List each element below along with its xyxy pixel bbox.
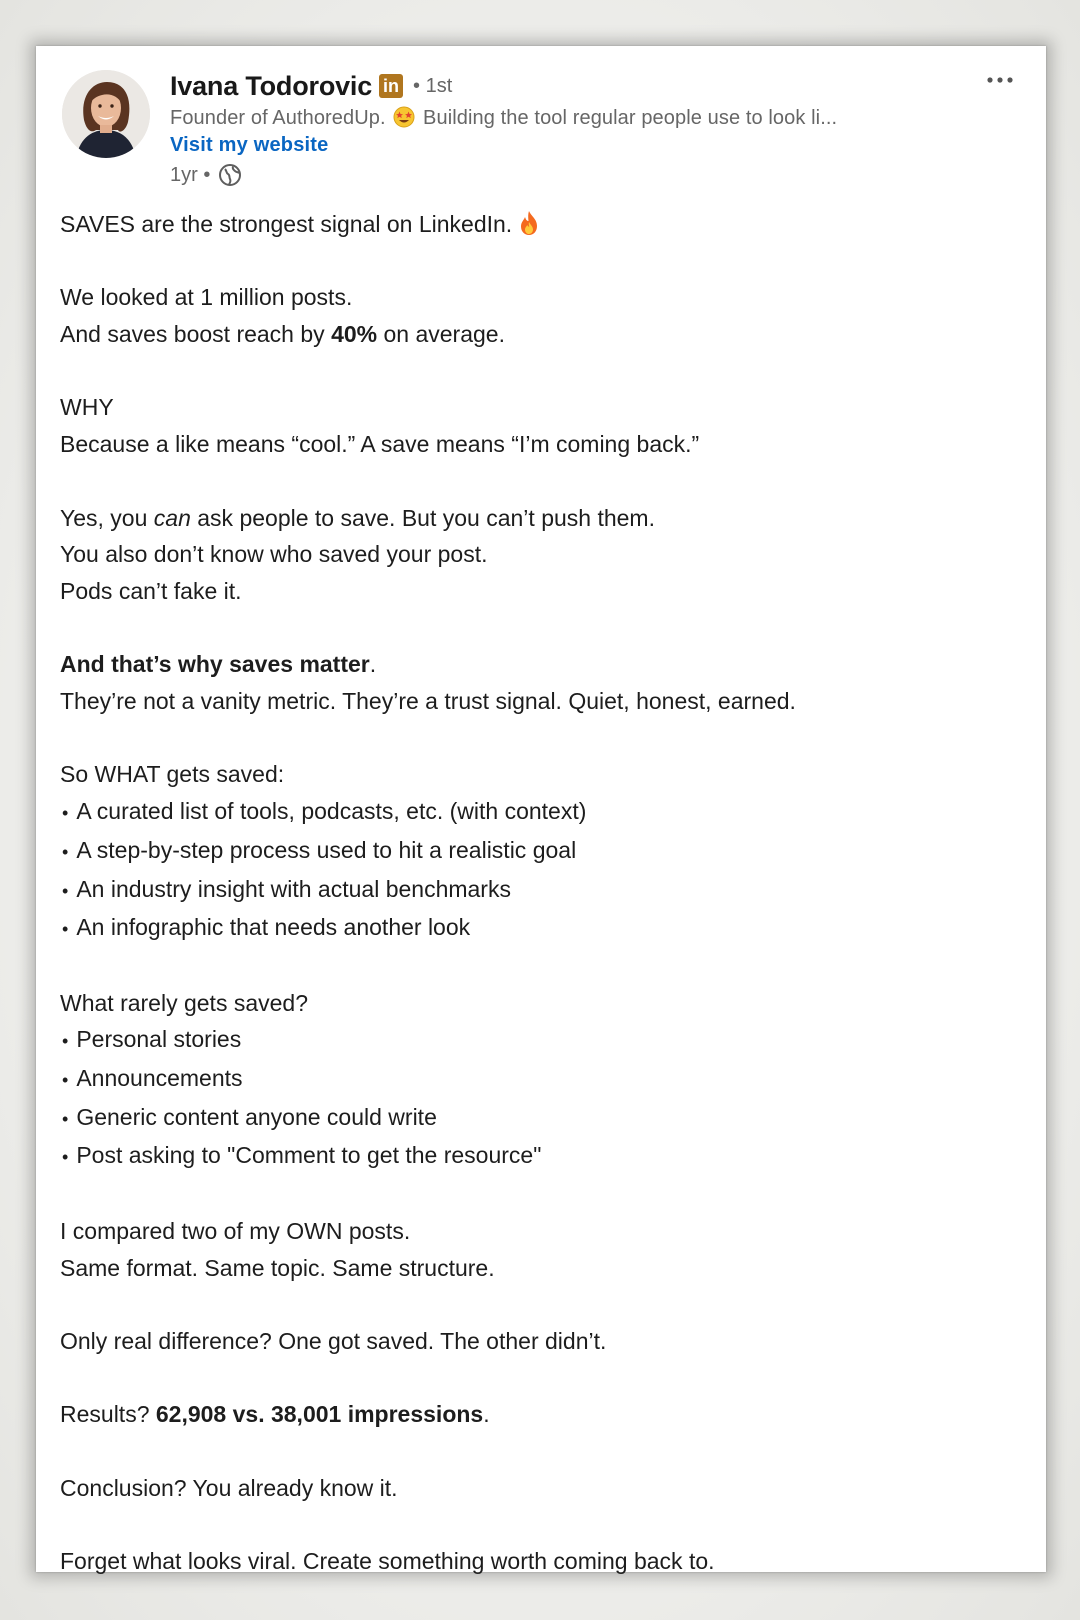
post-line: WHY [60,394,114,421]
post-line: They’re not a vanity metric. They’re a trust signal. Quiet, honest, earned. [60,688,796,715]
list-item: • An infographic that needs another look [60,909,1000,948]
post-text: Results? [60,1401,156,1428]
author-name[interactable]: Ivana Todorovic [170,70,373,101]
post-line: I compared two of my OWN posts. [60,1217,411,1244]
headline-part-1: Founder of AuthoredUp. [170,107,386,129]
post-header [170,68,970,187]
post-line: What rarely gets saved? [60,989,309,1016]
post-line: Because a like means “cool.” A save means “I’m coming back.” [60,431,700,458]
list-item: • Generic content anyone could write [60,1099,1000,1138]
list-item: • Post asking to "Comment to get the resource" [60,1137,1000,1176]
post-line: You also don’t know who saved your post. [60,541,488,568]
headline-part-2: Building the tool regular people use to look li... [423,107,838,129]
fire-emoji-icon [518,210,540,236]
post-text: . [483,1401,490,1428]
post-line [60,206,1000,243]
post-card [36,46,1046,1575]
linkedin-premium-icon [379,74,403,98]
badge-letters: in [383,76,400,96]
visit-website-link[interactable]: Visit my website [170,134,329,156]
post-bold-text: 40% [331,321,378,348]
post-line [60,316,1000,353]
post-italic-text: can [153,504,191,531]
list-item: • Personal stories [60,1021,1000,1060]
author-headline [170,106,970,130]
post-line [60,1396,1000,1433]
post-text: Yes, you [60,504,154,531]
post-line: Same format. Same topic. Same structure. [60,1254,495,1281]
post-body [60,206,1000,1580]
post-time: 1yr • [170,163,211,186]
post-line [60,646,1000,683]
post-line: We looked at 1 million posts. [60,284,353,311]
globe-icon [218,163,242,187]
more-options-icon[interactable] [980,68,1020,92]
post-text: ask people to save. But you can’t push them. [190,504,655,531]
post-line: Conclusion? You already know it. [60,1474,398,1501]
post-line: So WHAT gets saved: [60,761,285,788]
post-text: on average. [377,321,505,348]
post-line: Pods can’t fake it. [60,577,242,604]
list-item: • Announcements [60,1060,1000,1099]
post-bold-text: 62,908 vs. 38,001 impressions [155,1401,484,1428]
list-item: • An industry insight with actual benchmarks [60,871,1000,910]
list-item: • A step-by-step process used to hit a realistic goal [60,832,1000,871]
post-text: And saves boost reach by [60,321,332,348]
star-struck-emoji-icon [393,106,415,128]
post-text: . [369,651,377,678]
post-line: Forget what looks viral. Create something worth coming back to. [60,1548,715,1575]
author-avatar[interactable] [62,70,150,158]
author-name-row [170,68,970,104]
post-line [60,500,1000,537]
post-text: SAVES are the strongest signal on LinkedIn. [60,211,513,237]
list-item: • A curated list of tools, podcasts, etc. (with context) [60,793,1000,832]
connection-degree: • 1st [413,74,453,97]
post-line: Only real difference? One got saved. The other didn’t. [60,1327,607,1354]
avatar-portrait [62,70,150,158]
post-meta [170,163,970,187]
post-bold-text: And that’s why saves matter [60,651,370,678]
